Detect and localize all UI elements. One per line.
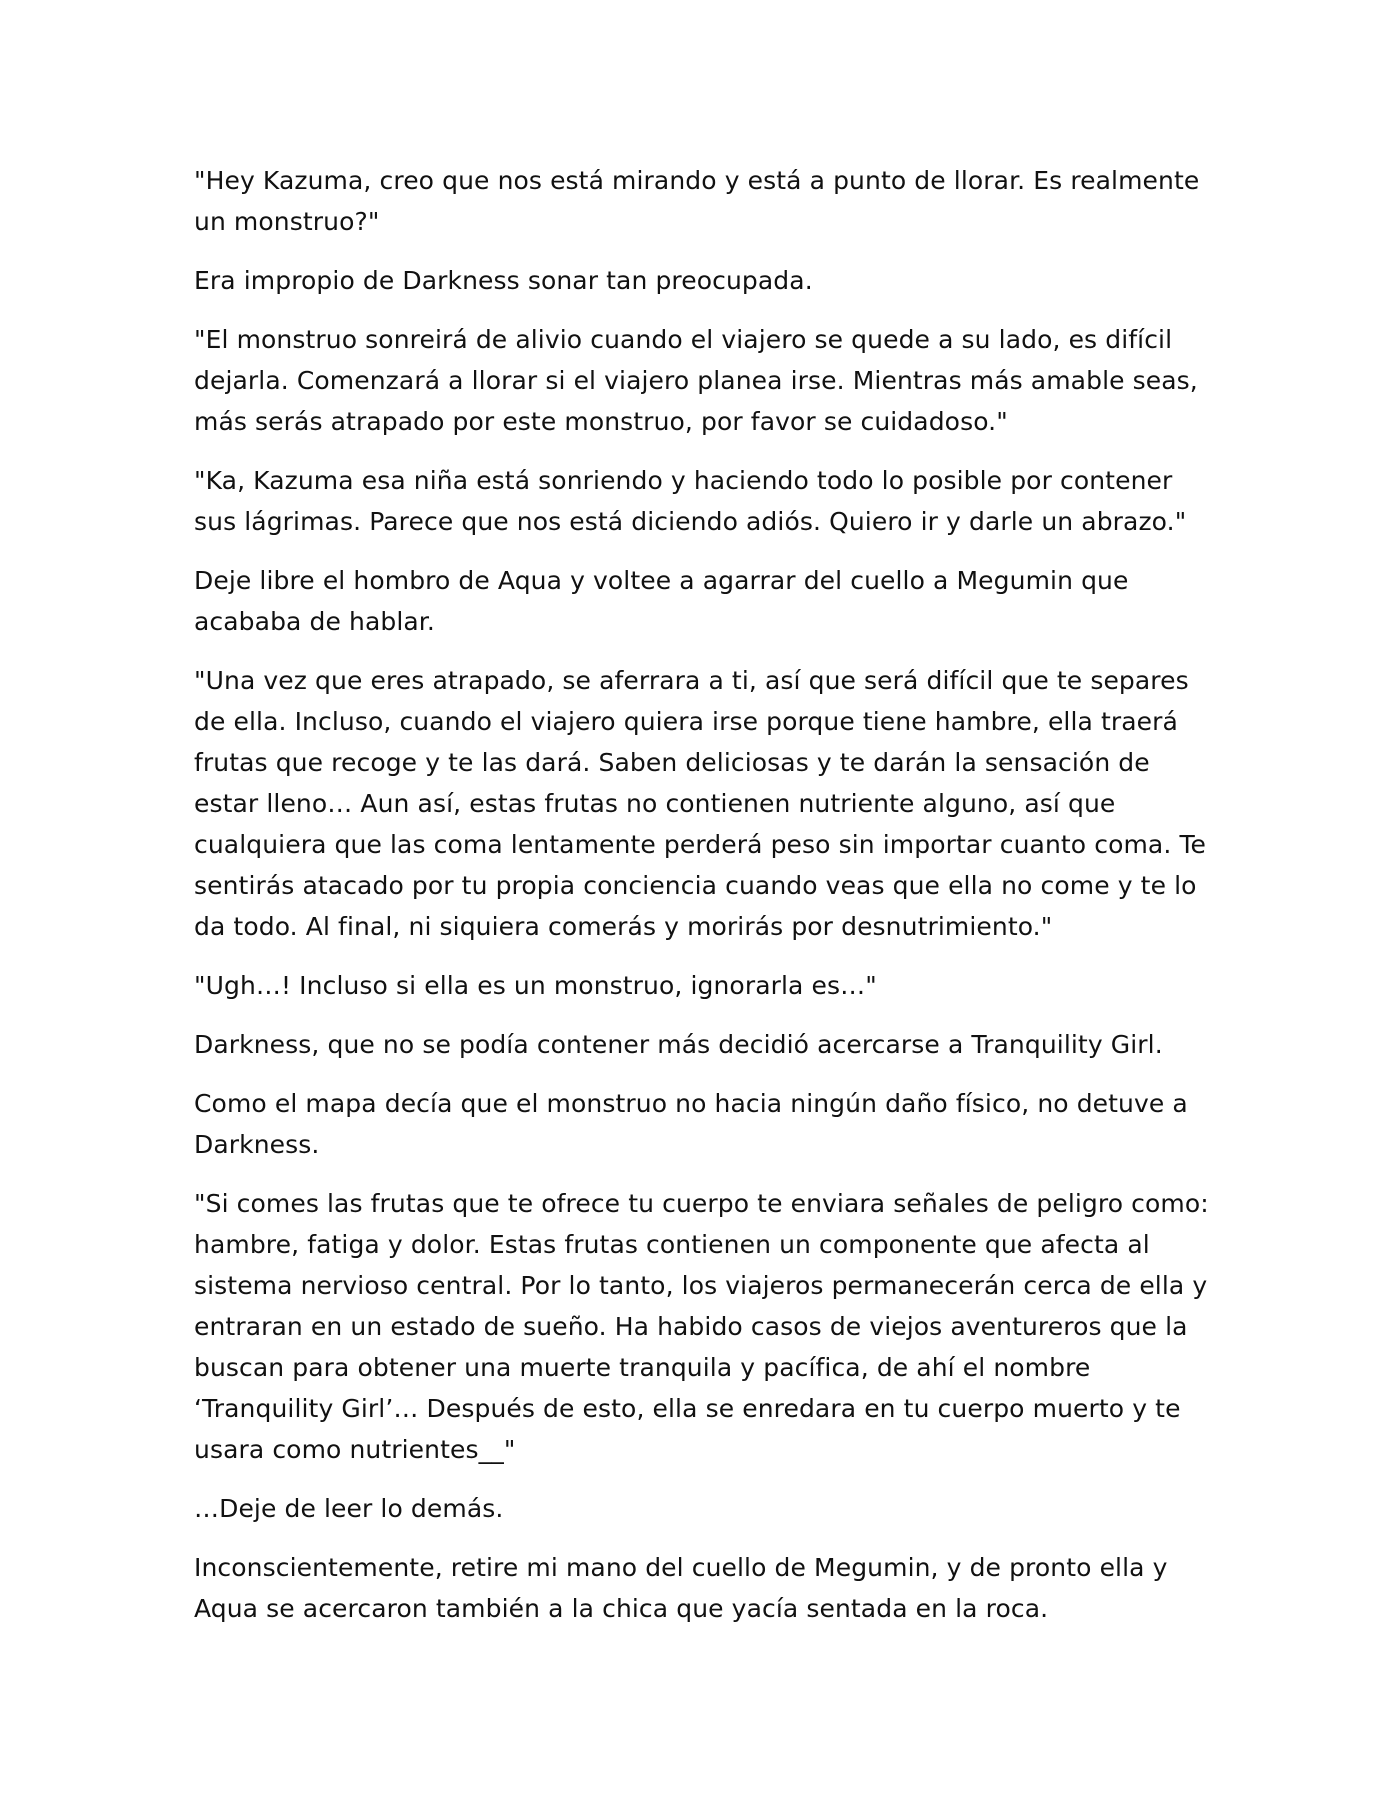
paragraph-9: Como el mapa decía que el monstruo no hacia ningún daño físico, no detuve a Darkness. [194,1089,1188,1159]
document-body [194,160,1214,1647]
paragraph-1: "Hey Kazuma, creo que nos está mirando y está a punto de llorar. Es realmente un monstruo?" [194,166,1200,236]
paragraph-3: "El monstruo sonreirá de alivio cuando el viajero se quede a su lado, es difícil dejarla. Comenzará a llorar si el viajero planea irse. Mientras más amable seas, más serás atrapado por este monstruo, por favor se cuidadoso." [194,325,1198,436]
paragraph-6: "Una vez que eres atrapado, se aferrara a ti, así que será difícil que te separes de ella. Incluso, cuando el viajero quiera irse porque tiene hambre, ella traerá frutas que recoge y te las dará. Saben deliciosas y te darán la sensación de estar lleno… Aun así, estas frutas no contienen nutriente alguno, así que cualquiera que las coma lentamente perderá peso sin importar cuanto coma. Te sentirás atacado por tu propia conciencia cuando veas que ella no come y te lo da todo. Al final, ni siquiera comerás y morirás por desnutrimiento." [194,666,1207,941]
paragraph-10: "Si comes las frutas que te ofrece tu cuerpo te enviara señales de peligro como: hambre, fatiga y dolor. Estas frutas contienen un componente que afecta al sistema nervioso central. Por lo tanto, los viajeros permanecerán cerca de ella y entraran en un estado de sueño. Ha habido casos de viejos aventureros que la buscan para obtener una muerte tranquila y pacífica, de ahí el nombre ‘Tranquility Girl’… Después de esto, ella se enredara en tu cuerpo muerto y te usara como nutrientes__" [194,1189,1209,1464]
paragraph-5: Deje libre el hombro de Aqua y voltee a agarrar del cuello a Megumin que acababa de hablar. [194,566,1129,636]
paragraph-2: Era impropio de Darkness sonar tan preocupada. [194,266,813,295]
paragraph-7: "Ugh…! Incluso si ella es un monstruo, ignorarla es…" [194,971,877,1000]
paragraph-4: "Ka, Kazuma esa niña está sonriendo y haciendo todo lo posible por contener sus lágrimas. Parece que nos está diciendo adiós. Quiero ir y darle un abrazo." [194,466,1187,536]
paragraph-11: …Deje de leer lo demás. [194,1494,504,1523]
paragraph-8: Darkness, que no se podía contener más decidió acercarse a Tranquility Girl. [194,1030,1163,1059]
paragraph-12: Inconscientemente, retire mi mano del cuello de Megumin, y de pronto ella y Aqua se acercaron también a la chica que yacía sentada en la roca. [194,1553,1168,1623]
